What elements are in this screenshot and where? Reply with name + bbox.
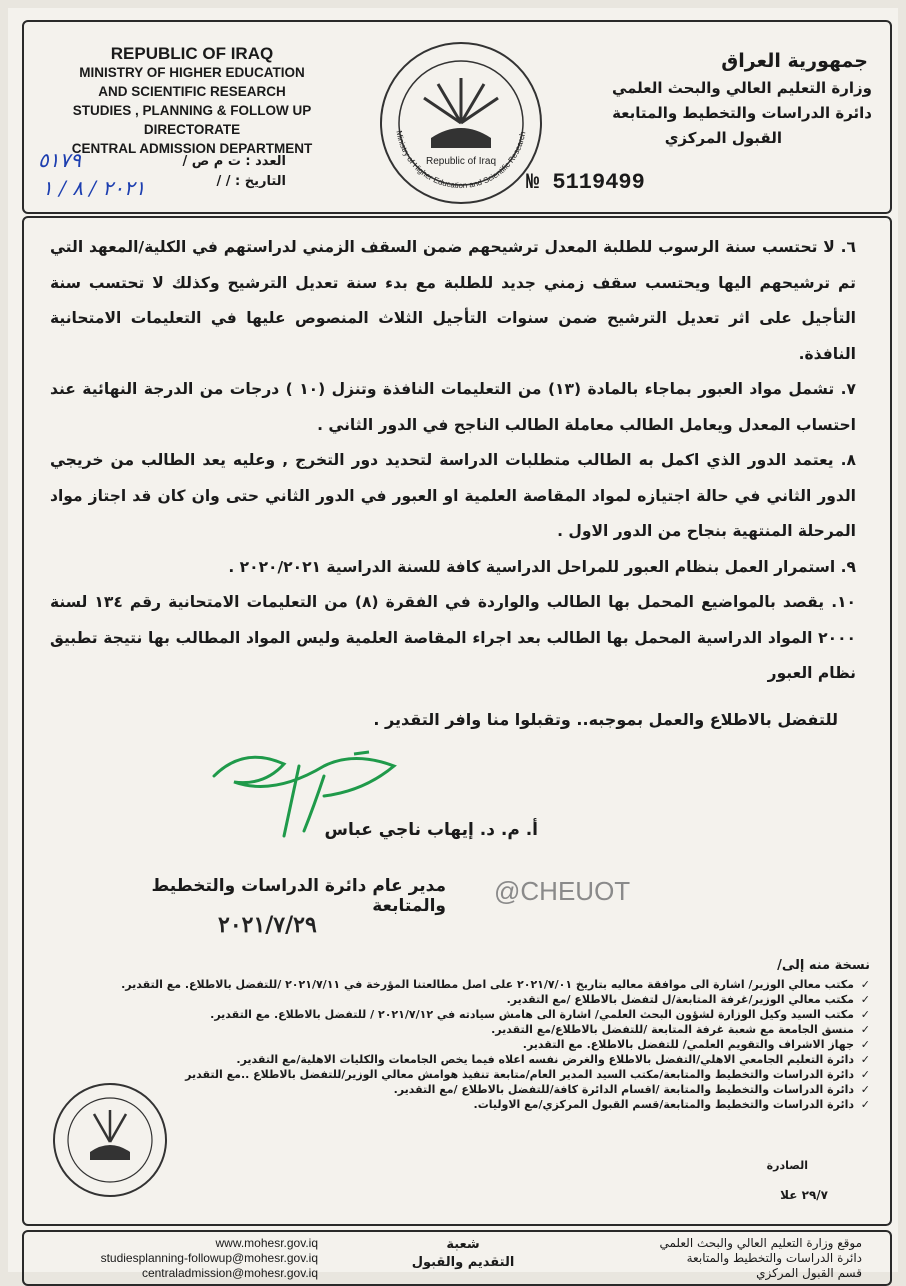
copy-recipient: ✓ دائرة الدراسات والتخطيط والمتابعة/قسم القبول المركزي/مع الاوليات. xyxy=(110,1097,870,1112)
copy-recipient: ✓ مكتب السيد وكيل الوزارة لشؤون البحث العلمي/ اشارة الى هامش سيادته في ٢٠٢١/٧/١٢ / للتفضل بالاطلاع. مع التقدير. xyxy=(110,1007,870,1022)
watermark: @CHEUOT xyxy=(494,876,631,906)
handwritten-date: ٢٠٢١ / ٨ / ١ xyxy=(42,176,146,200)
letter-body xyxy=(50,230,856,692)
footer-stamp-line: شعبة xyxy=(446,1237,480,1252)
copy-recipient: ✓ منسق الجامعة مع شعبة غرفة المتابعة /للتفضل بالاطلاع/مع التقدير. xyxy=(110,1022,870,1037)
header-english xyxy=(42,44,342,158)
header-en-line: CENTRAL ADMISSION DEPARTMENT xyxy=(71,141,313,156)
signatory-title: مدير عام دائرة الدراسات والتخطيط والمتابعة xyxy=(151,876,446,916)
header-arabic xyxy=(542,46,872,151)
footer-ar-line: قسم القبول المركزي xyxy=(756,1266,862,1280)
header-en-line: MINISTRY OF HIGHER EDUCATION xyxy=(79,65,305,80)
closing-line: للتفضل بالاطلاع والعمل بموجبه.. وتقبلوا منا وافر التقدير . xyxy=(373,710,838,729)
footer-email: centraladmission@mohesr.gov.iq xyxy=(141,1266,318,1280)
copy-recipient: ✓ مكتب معالي الوزير/غرفة المتابعة/ل لتفضل بالاطلاع /مع التقدير. xyxy=(110,992,870,1007)
body-item: ٩. استمرار العمل بنظام العبور للمراحل الدراسية كافة للسنة الدراسية ٢٠٢٠/٢٠٢١ . xyxy=(228,557,856,576)
copy-recipient: ✓ دائرة التعليم الجامعي الاهلي/التفضل بالاطلاع والغرض نفسه اعلاه فيما يخص الجامعات والكليات الاهلية/مع التقدير. xyxy=(110,1052,870,1067)
body-item: ٧. تشمل مواد العبور بماجاء بالمادة (١٣) من التعليمات النافذة وتنزل (١٠ ) درجات من الدرجة النهائية عند احتساب المعدل ويعامل الطالب معاملة الطالب الناجح في الدور الثاني . xyxy=(50,380,856,434)
page-reference: ٢٩/٧ علا xyxy=(780,1188,828,1202)
copy-recipient: ✓ جهاز الاشراف والتقويم العلمي/ للتفضل بالاطلاع. مع التقدير. xyxy=(110,1037,870,1052)
footer-ar-line: دائرة الدراسات والتخطيط والمتابعة xyxy=(686,1251,862,1265)
header-ar-line: دائرة الدراسات والتخطيط والمتابعة xyxy=(612,104,872,122)
footer-contacts xyxy=(38,1236,318,1281)
footer-stamp-line: التقديم والقبول xyxy=(411,1255,515,1270)
copy-recipient: ✓ دائرة الدراسات والتخطيط والمتابعة /اقسام الدائرة كافة/للتفضل بالاطلاع /مع التقدير. xyxy=(110,1082,870,1097)
serial-number: № 5119499 xyxy=(526,170,645,195)
header-en-line: STUDIES , PLANNING & FOLLOW UP DIRECTORATE xyxy=(72,103,312,137)
body-item: ٨. يعتمد الدور الذي اكمل به الطالب متطلبات الدراسة لتحديد دور التخرج , وعليه يعد الطالب من خريجي الدور الثاني في حالة اجتيازه لمواد المقاصة العلمية او العبور في الدور الثاني حتى وان كان قد اجتاز مواد المرحلة المنتهية بنجاح من الدور الاول . xyxy=(50,451,856,540)
copies-list xyxy=(110,958,870,1112)
signature-date: ٢٠٢١/٧/٢٩ xyxy=(218,912,317,938)
ministry-seal-icon xyxy=(376,38,546,208)
header-en-line: AND SCIENTIFIC RESEARCH xyxy=(98,84,286,99)
outgoing-label: الصادرة xyxy=(766,1159,808,1172)
reference-number-label: العدد : ت م ص / xyxy=(182,154,286,169)
footer-website: www.mohesr.gov.iq xyxy=(215,1236,318,1250)
footer-email: studiesplanning-followup@mohesr.gov.iq xyxy=(100,1251,318,1265)
copy-recipient: ✓ مكتب معالي الوزير/ اشارة الى موافقة معاليه بتاريخ ٢٠٢١/٧/٠١ على اصل مطالعتنا المؤرخة في ٢٠٢١/٧/١١ /للتفضل بالاطلاع. مع التقدير. xyxy=(110,977,870,992)
footer-stamp xyxy=(388,1236,538,1272)
header-ar-line: جمهورية العراق xyxy=(721,50,868,72)
header-en-line: REPUBLIC OF IRAQ xyxy=(110,44,274,63)
seal-ring-text: Ministry of Higher Education and Scientific Research xyxy=(394,129,528,191)
footer-arabic xyxy=(572,1236,862,1281)
copy-recipient: ✓ دائرة الدراسات والتخطيط والمتابعة/مكتب السيد المدير العام/متابعة تنفيذ هوامش معالي الوزير/للتفضل بالاطلاع ..مع التقدير xyxy=(110,1067,870,1082)
ministry-seal-small-icon xyxy=(50,1080,170,1200)
footer-ar-line: موقع وزارة التعليم العالي والبحث العلمي xyxy=(659,1236,862,1250)
reference-date-label: التاريخ : / / xyxy=(216,174,286,189)
document-page xyxy=(8,8,898,1280)
header-ar-line: القبول المركزي xyxy=(664,129,782,147)
header-ar-line: وزارة التعليم العالي والبحث العلمي xyxy=(611,79,872,97)
copies-title: نسخة منه إلى/ xyxy=(777,958,870,973)
seal-text: Republic of Iraq xyxy=(425,156,497,167)
body-item: ٦. لا تحتسب سنة الرسوب للطلبة المعدل ترشيحهم ضمن السقف الزمني لدراستهم في الكلية/المعهد التي تم ترشيحهم اليها ويحتسب سقف زمني جديد للطلبة مع بدء سنة تعديل الترشيح وكذلك لا تحتسب سنة التأجيل على اثر تعديل الترشيح ضمن سنوات التأجيل الثلاث المنصوص عليها في التعليمات الامتحانية النافذة. xyxy=(50,238,856,363)
signatory-name: أ. م. د. إيهاب ناجي عباس xyxy=(324,820,538,840)
body-item: ١٠. يقصد بالمواضيع المحمل بها الطالب والواردة في الفقرة (٨) من التعليمات الامتحانية رقم ١٣٤ لسنة ٢٠٠٠ المواد الدراسية المحمل بها الطالب بعد اجراء المقاصة العلمية وليس المواد المطالب بها نتيجة تطبيق نظام العبور xyxy=(50,593,857,682)
handwritten-number: ٥١٧٩ xyxy=(38,148,81,172)
